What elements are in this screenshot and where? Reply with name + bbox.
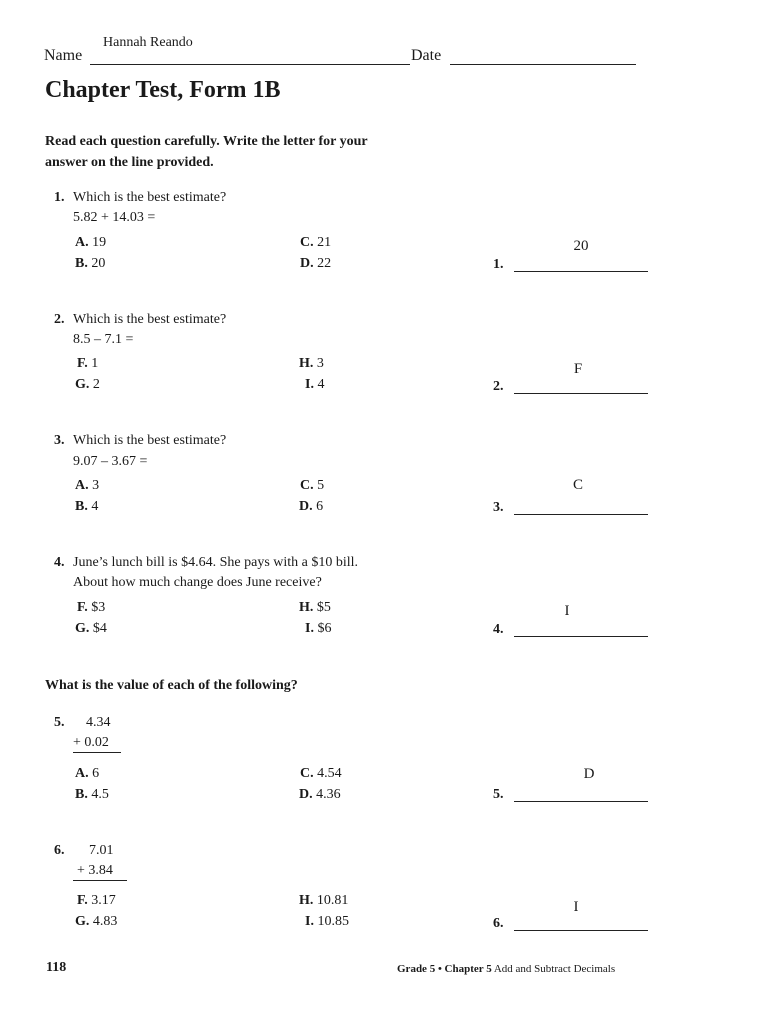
option-c: C. 5 (300, 478, 325, 493)
question-number: 3. (54, 433, 65, 448)
footer-subject: Add and Subtract Decimals (493, 963, 616, 975)
sum-line (73, 752, 121, 753)
question-number: 2. (54, 312, 65, 327)
answer-line[interactable] (514, 393, 648, 394)
answer-line[interactable] (514, 636, 648, 637)
answer-line[interactable] (514, 271, 648, 272)
date-label: Date (411, 47, 442, 64)
option-a: A. 6 (75, 766, 100, 781)
answer-label: 2. (493, 379, 504, 394)
option-f: F. 3.17 (77, 893, 116, 908)
answer-line[interactable] (514, 801, 648, 802)
question-text: Which is the best estimate? (73, 190, 227, 205)
student-name: Hannah Reando (103, 35, 193, 50)
answer-line[interactable] (514, 514, 648, 515)
instructions-line-2: answer on the line provided. (45, 155, 214, 170)
option-i: I. 10.85 (305, 914, 349, 929)
question-expression: 9.07 – 3.67 = (73, 454, 148, 469)
option-g: G. $4 (75, 621, 107, 636)
section-heading: What is the value of each of the following? (45, 678, 298, 693)
option-i: I. 4 (305, 377, 325, 392)
addend-bottom: + 0.02 (73, 735, 109, 750)
sum-line (73, 880, 127, 881)
instructions-line-1: Read each question carefully. Write the letter for your (45, 134, 368, 149)
option-c: C. 21 (300, 235, 332, 250)
option-h: H. 10.81 (299, 893, 349, 908)
page-title: Chapter Test, Form 1B (45, 77, 281, 103)
question-text-line-2: About how much change does June receive? (73, 575, 322, 590)
option-d: D. 6 (299, 499, 324, 514)
option-b: B. 20 (75, 256, 106, 271)
answer-label: 1. (493, 257, 504, 272)
handwritten-answer: I (573, 899, 579, 915)
footer-grade: Grade 5 • Chapter 5 (397, 963, 492, 975)
handwritten-answer: F (573, 361, 583, 377)
answer-line[interactable] (514, 930, 648, 931)
instructions (45, 131, 368, 173)
option-f: F. $3 (77, 600, 106, 615)
page-number: 118 (46, 960, 67, 975)
question-text: June’s lunch bill is $4.64. She pays with a $10 bill. (73, 555, 359, 570)
option-f: F. 1 (77, 356, 99, 371)
handwritten-answer: I (564, 603, 570, 619)
question-number: 5. (54, 715, 65, 730)
option-g: G. 4.83 (75, 914, 118, 929)
option-a: A. 19 (75, 235, 107, 250)
addend-top: 4.34 (86, 715, 111, 730)
option-b: B. 4 (75, 499, 99, 514)
option-i: I. $6 (305, 621, 332, 636)
name-label: Name (44, 47, 83, 64)
addend-bottom: + 3.84 (77, 863, 113, 878)
addend-top: 7.01 (89, 843, 114, 858)
question-expression: 8.5 – 7.1 = (73, 332, 134, 347)
question-expression: 5.82 + 14.03 = (73, 210, 156, 225)
question-number: 6. (54, 843, 65, 858)
question-number: 1. (54, 190, 65, 205)
option-c: C. 4.54 (300, 766, 342, 781)
question-number: 4. (54, 555, 65, 570)
option-h: H. $5 (299, 600, 331, 615)
option-h: H. 3 (299, 356, 324, 371)
footer-chapter (397, 963, 615, 975)
question-text: Which is the best estimate? (73, 312, 227, 327)
option-d: D. 22 (300, 256, 332, 271)
question-text: Which is the best estimate? (73, 433, 227, 448)
date-field[interactable] (450, 64, 636, 65)
option-g: G. 2 (75, 377, 100, 392)
option-a: A. 3 (75, 478, 100, 493)
answer-label: 4. (493, 622, 504, 637)
handwritten-answer: D (583, 766, 595, 782)
handwritten-answer: C (572, 477, 583, 493)
answer-label: 3. (493, 500, 504, 515)
option-b: B. 4.5 (75, 787, 109, 802)
name-field[interactable] (90, 64, 410, 65)
handwritten-answer: 20 (573, 238, 589, 254)
option-d: D. 4.36 (299, 787, 341, 802)
answer-label: 6. (493, 916, 504, 931)
answer-label: 5. (493, 787, 504, 802)
